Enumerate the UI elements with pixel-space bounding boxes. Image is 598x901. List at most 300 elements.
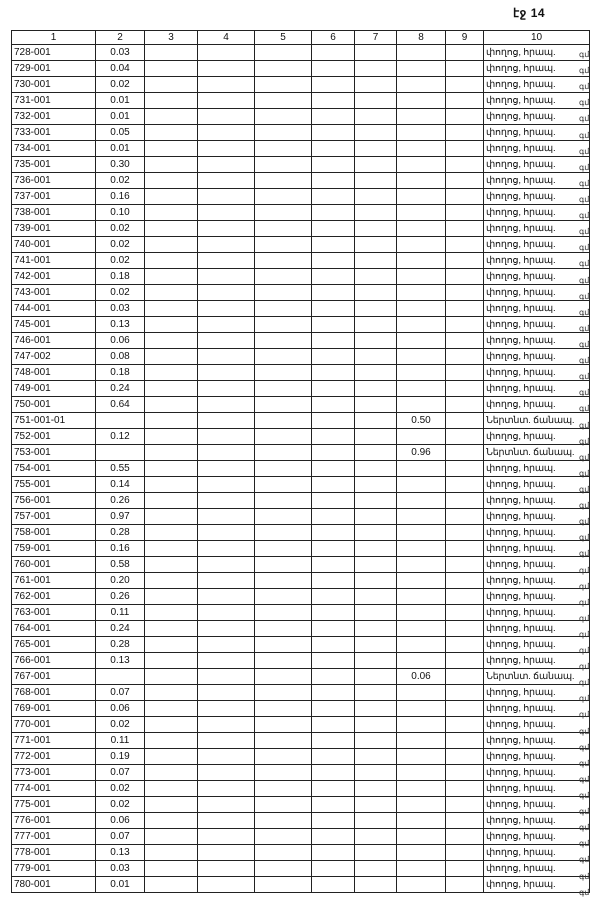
- empty-cell: [446, 845, 484, 861]
- empty-cell: [198, 493, 255, 509]
- margin-mark: գմ: [579, 694, 590, 704]
- table-row: [12, 621, 590, 637]
- margin-mark: գմ: [579, 710, 590, 720]
- land-use-cell: փողոց, հրապ.: [484, 461, 590, 477]
- empty-cell: [355, 445, 397, 461]
- margin-mark: գմ: [579, 130, 590, 140]
- empty-cell: [312, 621, 355, 637]
- empty-cell: [312, 557, 355, 573]
- empty-cell: [145, 77, 198, 93]
- empty-cell: [355, 333, 397, 349]
- land-use-cell: փողոց, հրապ.: [484, 653, 590, 669]
- column-8-cell: 0.96: [397, 445, 446, 461]
- empty-cell: [198, 765, 255, 781]
- empty-cell: [355, 253, 397, 269]
- empty-cell: [145, 637, 198, 653]
- empty-cell: [446, 637, 484, 653]
- empty-cell: [255, 349, 312, 365]
- parcel-code-cell: 760-001: [12, 557, 96, 573]
- empty-cell: [255, 669, 312, 685]
- column-8-cell: [397, 589, 446, 605]
- empty-cell: [255, 557, 312, 573]
- table-row: [12, 301, 590, 317]
- empty-cell: [145, 445, 198, 461]
- column-8-cell: [397, 429, 446, 445]
- empty-cell: [312, 141, 355, 157]
- table-row: [12, 141, 590, 157]
- empty-cell: [198, 413, 255, 429]
- column-8-cell: [397, 141, 446, 157]
- land-use-cell: փողոց, հրապ.: [484, 141, 590, 157]
- empty-cell: [198, 845, 255, 861]
- margin-mark: գմ: [579, 339, 590, 349]
- empty-cell: [446, 717, 484, 733]
- area-cell: 0.04: [96, 61, 145, 77]
- margin-mark: գմ: [579, 98, 590, 108]
- column-8-cell: [397, 493, 446, 509]
- table-row: [12, 685, 590, 701]
- column-header-9: 9: [446, 31, 484, 45]
- empty-cell: [255, 765, 312, 781]
- empty-cell: [198, 477, 255, 493]
- margin-mark: գմ: [579, 533, 590, 543]
- empty-cell: [255, 77, 312, 93]
- empty-cell: [198, 221, 255, 237]
- margin-mark: գմ: [579, 501, 590, 511]
- empty-cell: [145, 813, 198, 829]
- land-use-cell: փողոց, հրապ.: [484, 541, 590, 557]
- empty-cell: [312, 349, 355, 365]
- table-row: [12, 781, 590, 797]
- land-use-cell: փողոց, հրապ.: [484, 93, 590, 109]
- empty-cell: [145, 781, 198, 797]
- empty-cell: [312, 77, 355, 93]
- column-header-7: 7: [355, 31, 397, 45]
- land-use-cell: փողոց, հրապ.: [484, 861, 590, 877]
- empty-cell: [255, 333, 312, 349]
- margin-mark: գմ: [579, 597, 590, 607]
- empty-cell: [255, 445, 312, 461]
- empty-cell: [198, 573, 255, 589]
- area-cell: 0.28: [96, 637, 145, 653]
- empty-cell: [198, 429, 255, 445]
- empty-cell: [446, 461, 484, 477]
- table-row: [12, 125, 590, 141]
- parcel-code-cell: 764-001: [12, 621, 96, 637]
- empty-cell: [255, 397, 312, 413]
- land-use-cell: Ներտնտ. ճանապ.: [484, 445, 590, 461]
- empty-cell: [198, 509, 255, 525]
- column-8-cell: [397, 349, 446, 365]
- area-cell: 0.08: [96, 349, 145, 365]
- area-cell: 0.16: [96, 189, 145, 205]
- table-row: [12, 749, 590, 765]
- parcel-code-cell: 746-001: [12, 333, 96, 349]
- empty-cell: [255, 125, 312, 141]
- parcel-code-cell: 740-001: [12, 237, 96, 253]
- empty-cell: [255, 813, 312, 829]
- empty-cell: [312, 573, 355, 589]
- empty-cell: [355, 365, 397, 381]
- empty-cell: [255, 189, 312, 205]
- margin-mark: գմ: [579, 178, 590, 188]
- empty-cell: [446, 557, 484, 573]
- land-use-cell: փողոց, հրապ.: [484, 781, 590, 797]
- table-row: [12, 813, 590, 829]
- margin-mark: գմ: [579, 452, 590, 462]
- parcel-code-cell: 754-001: [12, 461, 96, 477]
- land-use-cell: փողոց, հրապ.: [484, 589, 590, 605]
- empty-cell: [355, 541, 397, 557]
- column-8-cell: [397, 685, 446, 701]
- land-use-cell: փողոց, հրապ.: [484, 109, 590, 125]
- parcel-code-cell: 778-001: [12, 845, 96, 861]
- parcel-code-cell: 734-001: [12, 141, 96, 157]
- empty-cell: [312, 445, 355, 461]
- empty-cell: [446, 333, 484, 349]
- area-cell: 0.02: [96, 253, 145, 269]
- empty-cell: [255, 797, 312, 813]
- empty-cell: [355, 669, 397, 685]
- empty-cell: [446, 349, 484, 365]
- land-use-cell: փողոց, հրապ.: [484, 829, 590, 845]
- column-8-cell: [397, 109, 446, 125]
- table-row: [12, 285, 590, 301]
- empty-cell: [255, 429, 312, 445]
- empty-cell: [198, 381, 255, 397]
- parcel-code-cell: 771-001: [12, 733, 96, 749]
- empty-cell: [255, 525, 312, 541]
- empty-cell: [198, 397, 255, 413]
- parcel-code-cell: 741-001: [12, 253, 96, 269]
- empty-cell: [446, 765, 484, 781]
- empty-cell: [145, 205, 198, 221]
- empty-cell: [312, 237, 355, 253]
- margin-mark: գմ: [579, 517, 590, 527]
- margin-mark: գմ: [579, 291, 590, 301]
- empty-cell: [446, 189, 484, 205]
- column-8-cell: [397, 285, 446, 301]
- empty-cell: [312, 813, 355, 829]
- empty-cell: [255, 717, 312, 733]
- table-row: [12, 381, 590, 397]
- empty-cell: [446, 877, 484, 893]
- empty-cell: [355, 781, 397, 797]
- column-8-cell: [397, 397, 446, 413]
- empty-cell: [312, 221, 355, 237]
- empty-cell: [446, 397, 484, 413]
- empty-cell: [355, 717, 397, 733]
- empty-cell: [145, 221, 198, 237]
- empty-cell: [145, 429, 198, 445]
- empty-cell: [446, 477, 484, 493]
- empty-cell: [198, 285, 255, 301]
- empty-cell: [446, 813, 484, 829]
- column-8-cell: [397, 333, 446, 349]
- margin-mark: գմ: [579, 275, 590, 285]
- parcel-code-cell: 744-001: [12, 301, 96, 317]
- land-use-cell: փողոց, հրապ.: [484, 525, 590, 541]
- empty-cell: [198, 797, 255, 813]
- margin-mark: գմ: [579, 194, 590, 204]
- empty-cell: [198, 781, 255, 797]
- land-use-cell: փողոց, հրապ.: [484, 77, 590, 93]
- empty-cell: [145, 541, 198, 557]
- empty-cell: [446, 237, 484, 253]
- parcel-code-cell: 765-001: [12, 637, 96, 653]
- empty-cell: [255, 749, 312, 765]
- empty-cell: [145, 861, 198, 877]
- table-row: [12, 205, 590, 221]
- parcel-code-cell: 733-001: [12, 125, 96, 141]
- parcel-code-cell: 737-001: [12, 189, 96, 205]
- empty-cell: [312, 717, 355, 733]
- area-cell: 0.24: [96, 621, 145, 637]
- parcel-code-cell: 770-001: [12, 717, 96, 733]
- empty-cell: [198, 733, 255, 749]
- empty-cell: [355, 861, 397, 877]
- land-use-cell: փողոց, հրապ.: [484, 269, 590, 285]
- table-row: [12, 669, 590, 685]
- parcel-code-cell: 757-001: [12, 509, 96, 525]
- margin-mark: գմ: [579, 823, 590, 833]
- empty-cell: [198, 109, 255, 125]
- empty-cell: [355, 685, 397, 701]
- column-header-5: 5: [255, 31, 312, 45]
- area-cell: 0.01: [96, 109, 145, 125]
- table-row: [12, 349, 590, 365]
- empty-cell: [198, 589, 255, 605]
- margin-mark: գմ: [579, 662, 590, 672]
- empty-cell: [355, 749, 397, 765]
- empty-cell: [198, 557, 255, 573]
- land-use-cell: փողոց, հրապ.: [484, 797, 590, 813]
- empty-cell: [198, 365, 255, 381]
- margin-mark: գմ: [579, 323, 590, 333]
- area-cell: 0.02: [96, 797, 145, 813]
- table-row: [12, 173, 590, 189]
- empty-cell: [198, 205, 255, 221]
- empty-cell: [198, 829, 255, 845]
- column-8-cell: [397, 797, 446, 813]
- empty-cell: [255, 221, 312, 237]
- margin-mark: գմ: [579, 468, 590, 478]
- column-8-cell: [397, 861, 446, 877]
- empty-cell: [312, 333, 355, 349]
- table-row: [12, 429, 590, 445]
- table-row: [12, 189, 590, 205]
- parcel-code-cell: 751-001-01: [12, 413, 96, 429]
- land-use-cell: փողոց, հրապ.: [484, 333, 590, 349]
- empty-cell: [198, 125, 255, 141]
- parcel-code-cell: 747-002: [12, 349, 96, 365]
- table-row: [12, 445, 590, 461]
- column-8-cell: [397, 541, 446, 557]
- column-8-cell: [397, 125, 446, 141]
- land-use-cell: փողոց, հրապ.: [484, 573, 590, 589]
- margin-mark: գմ: [579, 307, 590, 317]
- empty-cell: [312, 733, 355, 749]
- table-row: [12, 637, 590, 653]
- empty-cell: [198, 541, 255, 557]
- empty-cell: [312, 877, 355, 893]
- table-body: [12, 45, 590, 893]
- area-cell: 0.02: [96, 221, 145, 237]
- empty-cell: [198, 653, 255, 669]
- empty-cell: [255, 317, 312, 333]
- empty-cell: [255, 605, 312, 621]
- area-cell: 0.02: [96, 285, 145, 301]
- empty-cell: [198, 445, 255, 461]
- parcel-code-cell: 736-001: [12, 173, 96, 189]
- empty-cell: [255, 253, 312, 269]
- parcel-code-cell: 743-001: [12, 285, 96, 301]
- parcel-code-cell: 735-001: [12, 157, 96, 173]
- empty-cell: [198, 861, 255, 877]
- column-8-cell: [397, 557, 446, 573]
- column-8-cell: [397, 845, 446, 861]
- empty-cell: [145, 829, 198, 845]
- column-header-2: 2: [96, 31, 145, 45]
- empty-cell: [145, 109, 198, 125]
- area-cell: 0.97: [96, 509, 145, 525]
- empty-cell: [446, 253, 484, 269]
- margin-mark: գմ: [579, 855, 590, 865]
- empty-cell: [312, 61, 355, 77]
- area-cell: [96, 445, 145, 461]
- empty-cell: [355, 77, 397, 93]
- margin-mark: գմ: [579, 146, 590, 156]
- margin-mark: գմ: [579, 678, 590, 688]
- empty-cell: [198, 45, 255, 61]
- parcel-code-cell: 761-001: [12, 573, 96, 589]
- empty-cell: [255, 237, 312, 253]
- area-cell: 0.26: [96, 589, 145, 605]
- empty-cell: [355, 301, 397, 317]
- empty-cell: [312, 285, 355, 301]
- column-8-cell: [397, 765, 446, 781]
- land-use-cell: փողոց, հրապ.: [484, 189, 590, 205]
- empty-cell: [198, 461, 255, 477]
- empty-cell: [312, 525, 355, 541]
- land-use-cell: փողոց, հրապ.: [484, 125, 590, 141]
- table-row: [12, 877, 590, 893]
- table-row: [12, 829, 590, 845]
- margin-mark: գմ: [579, 726, 590, 736]
- area-cell: 0.10: [96, 205, 145, 221]
- column-8-cell: [397, 381, 446, 397]
- empty-cell: [145, 381, 198, 397]
- empty-cell: [255, 461, 312, 477]
- column-8-cell: [397, 637, 446, 653]
- empty-cell: [145, 45, 198, 61]
- area-cell: 0.26: [96, 493, 145, 509]
- table-row: [12, 77, 590, 93]
- land-use-cell: Ներտնտ. ճանապ.: [484, 413, 590, 429]
- margin-mark: գմ: [579, 227, 590, 237]
- margin-mark: գմ: [579, 50, 590, 59]
- empty-cell: [198, 189, 255, 205]
- column-8-cell: [397, 781, 446, 797]
- column-8-cell: [397, 317, 446, 333]
- empty-cell: [446, 605, 484, 621]
- table-row: [12, 45, 590, 61]
- empty-cell: [145, 461, 198, 477]
- empty-cell: [355, 221, 397, 237]
- column-8-cell: 0.06: [397, 669, 446, 685]
- empty-cell: [355, 349, 397, 365]
- table-row: [12, 461, 590, 477]
- area-cell: 0.02: [96, 781, 145, 797]
- margin-mark: գմ: [579, 791, 590, 801]
- area-cell: 0.06: [96, 701, 145, 717]
- empty-cell: [312, 173, 355, 189]
- empty-cell: [145, 557, 198, 573]
- column-8-cell: [397, 525, 446, 541]
- empty-cell: [446, 733, 484, 749]
- table-row: [12, 221, 590, 237]
- area-cell: 0.18: [96, 365, 145, 381]
- empty-cell: [355, 461, 397, 477]
- empty-cell: [198, 173, 255, 189]
- table-row: [12, 365, 590, 381]
- empty-cell: [446, 381, 484, 397]
- area-cell: 0.13: [96, 653, 145, 669]
- margin-mark: գմ: [579, 162, 590, 172]
- empty-cell: [255, 477, 312, 493]
- table-row: [12, 717, 590, 733]
- land-use-cell: փողոց, հրապ.: [484, 765, 590, 781]
- empty-cell: [255, 685, 312, 701]
- land-use-cell: փողոց, հրապ.: [484, 749, 590, 765]
- area-cell: 0.11: [96, 605, 145, 621]
- parcel-code-cell: 742-001: [12, 269, 96, 285]
- empty-cell: [446, 365, 484, 381]
- land-use-cell: փողոց, հրապ.: [484, 845, 590, 861]
- empty-cell: [198, 669, 255, 685]
- empty-cell: [446, 141, 484, 157]
- land-use-cell: փողոց, հրապ.: [484, 733, 590, 749]
- land-use-cell: փողոց, հրապ.: [484, 621, 590, 637]
- empty-cell: [145, 93, 198, 109]
- area-cell: 0.13: [96, 317, 145, 333]
- area-cell: 0.03: [96, 301, 145, 317]
- empty-cell: [355, 525, 397, 541]
- empty-cell: [355, 45, 397, 61]
- empty-cell: [312, 493, 355, 509]
- table-row: [12, 317, 590, 333]
- empty-cell: [145, 365, 198, 381]
- empty-cell: [355, 573, 397, 589]
- area-cell: 0.11: [96, 733, 145, 749]
- empty-cell: [446, 61, 484, 77]
- parcel-code-cell: 774-001: [12, 781, 96, 797]
- empty-cell: [355, 765, 397, 781]
- empty-cell: [312, 605, 355, 621]
- column-8-cell: [397, 653, 446, 669]
- column-8-cell: [397, 189, 446, 205]
- empty-cell: [355, 653, 397, 669]
- empty-cell: [355, 109, 397, 125]
- empty-cell: [312, 269, 355, 285]
- parcel-code-cell: 775-001: [12, 797, 96, 813]
- empty-cell: [355, 429, 397, 445]
- empty-cell: [255, 285, 312, 301]
- empty-cell: [355, 589, 397, 605]
- area-cell: 0.24: [96, 381, 145, 397]
- land-register-table: [11, 30, 590, 893]
- table-row: [12, 653, 590, 669]
